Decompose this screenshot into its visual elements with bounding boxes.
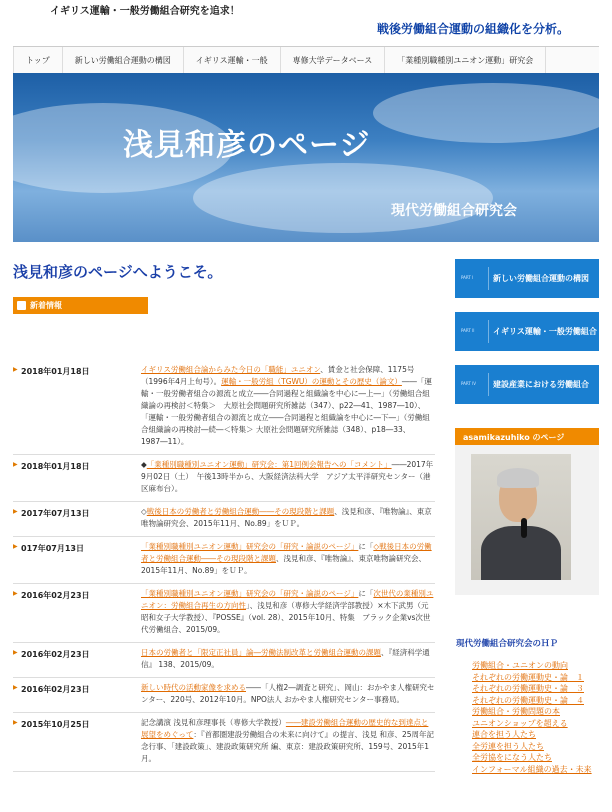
profile-box xyxy=(455,445,599,595)
news-date: ▶ 2016年02月23日 xyxy=(13,647,141,671)
banner-label: イギリス運輸・一般労働組合 xyxy=(493,327,597,336)
sidebar-banners xyxy=(455,259,599,418)
news-text-part: に「 xyxy=(358,542,374,551)
banner-label: 新しい労働組合運動の構図 xyxy=(493,274,589,283)
banner-divider xyxy=(488,320,489,343)
news-text-part: ――2017年9月02日（土） 午後13時半から、大阪経済法科大学 アジア太平洋研究センター（港区麻布台）。 xyxy=(141,460,434,493)
sidebar-link[interactable]: 労働組合・労働問題の本 xyxy=(472,707,560,716)
news-link[interactable]: 新しい時代の活動家像を求める xyxy=(141,683,246,692)
news-row xyxy=(13,360,435,455)
hero-banner xyxy=(13,73,599,242)
sidebar-link[interactable]: 全労連を担う人たち xyxy=(472,741,544,751)
hero-cloud xyxy=(193,163,493,233)
news-text-part: に「 xyxy=(358,589,374,598)
news-text-part: ◇ xyxy=(141,507,147,516)
news-row xyxy=(13,678,435,713)
news-section-header xyxy=(13,297,148,314)
news-text xyxy=(141,588,435,636)
news-link[interactable]: 「業種別職種別ユニオン運動」研究会の「研究・論説のページ」 xyxy=(141,542,359,551)
news-section-label: 新着情報 xyxy=(30,301,62,310)
news-row xyxy=(13,455,435,502)
profile-photo[interactable] xyxy=(471,454,571,580)
site-tagline: イギリス運輸・一般労働組合研究を追求！ xyxy=(50,6,240,17)
nav-item-union-study-group[interactable]: 「業種別職種別ユニオン運動」研究会 xyxy=(385,47,546,74)
news-text-part: ――「運輸・一般労働者組合の源流と成立――合同過程と組織論を中心に―上―」（労働組合組織論の再検討＜特集＞ 大原社会問題研究所雑誌（347）、p22―41、1987―10）、「運輸・一般労働者組合の源流と成立――合同過程と組織論を中心に―下―」（労働組合組織論の再検討―続―＜特集＞ 大原社会問題研究所雑誌（348）、p18―33、1987―11）。 xyxy=(141,377,432,446)
banner-part-label: PART IV xyxy=(461,381,477,386)
hero-title: 浅見和彦のページ xyxy=(123,128,371,163)
profile-header xyxy=(455,428,599,445)
news-text-part: ――「人権2―調査と研究」、岡山：おかやま人権研究センター、220号、2012年10月。NPO法人 おかやま人権研究センター事務局。 xyxy=(141,683,435,704)
news-text-part: 、『経済科学通信』 138、2015/09。 xyxy=(141,648,430,669)
sidebar-link[interactable]: インフォーマル組織の過去・未来 xyxy=(472,764,592,774)
banner-label: 建設産業における労働組合 xyxy=(493,380,589,389)
hero-cloud xyxy=(373,83,599,143)
news-row xyxy=(13,502,435,537)
news-text xyxy=(141,364,435,448)
sidebar-link[interactable]: 連合を担う人たち xyxy=(472,730,536,739)
news-link[interactable]: イギリス労働組合論からみた今日の「職能」ユニオン xyxy=(141,365,321,374)
sidebar-link[interactable]: 労働組合・ユニオンの動向 xyxy=(472,661,568,670)
page-title: 浅見和彦のページへようこそ。 xyxy=(13,263,223,281)
sidebar-banner[interactable] xyxy=(455,365,599,404)
news-list xyxy=(13,360,435,772)
news-date: ▶ 2017年07月13日 xyxy=(13,506,141,530)
sidebar-link[interactable]: それぞれの労働運動史・論 ３ xyxy=(472,684,584,693)
news-text xyxy=(141,459,435,495)
banner-part-label: PART I xyxy=(461,275,474,280)
news-text-part: 記念講演 浅見和彦理事長（専修大学教授） xyxy=(141,718,286,727)
microphone-icon xyxy=(521,518,527,538)
news-link[interactable]: ◇戦後日本の労働者と労働組合運動――その現段階と課題 xyxy=(141,542,432,563)
sidebar-link[interactable]: それぞれの労働運動史・論 ４ xyxy=(472,695,584,705)
news-text xyxy=(141,717,435,765)
nav-item-uk-transport[interactable]: イギリス運輸・一般 xyxy=(184,47,281,74)
news-link[interactable]: 「業種別職種別ユニオン運動」研究会の「研究・論説のページ」 xyxy=(141,589,359,598)
photo-hair xyxy=(497,468,539,488)
news-text-part: 」、浅見和彦（専修大学経済学部教授）×木下武男（元昭和女子大学教授）、『POSSE』（vol. 28）、2015年10月、特集 ブラック企業vs次世代労働組合、2015/09。 xyxy=(141,601,431,634)
global-nav xyxy=(13,46,599,75)
news-text-part: 、浅見和彦、『唯物論』、東京唯物論研究会、2015年11月、No.89」をＵＰ。 xyxy=(141,554,426,575)
news-text-part: 、浅見和彦、『唯物論』、東京唯物論研究会、2015年11月、No.89」をＵＰ。 xyxy=(141,507,432,528)
news-text xyxy=(141,506,435,530)
profile-title: asamikazuhiko のページ xyxy=(463,433,565,442)
news-text-part: ：『首都圏建設労働組合の未来に向けて』の提言、浅見 和彦、25周年記念行事、「建設政策」、建設政策研究所 編、東京：建設政策研究所、159号、2015年1月。 xyxy=(141,730,435,763)
nav-item-new-movement[interactable]: 新しい労働組合運動の構図 xyxy=(63,47,184,74)
news-link[interactable]: 運輸・一般労組（TGWU）の運動とその歴史（論文） xyxy=(221,377,402,386)
nav-item-top[interactable]: トップ xyxy=(13,47,63,74)
news-date: ▶ 2016年02月23日 xyxy=(13,682,141,706)
site-subtitle: 戦後労働組合運動の組織化を分析。 xyxy=(377,22,570,36)
banner-part-label: PART II xyxy=(461,328,475,333)
news-link[interactable]: 「業種別職種別ユニオン運動」研究会：第1回例会報告への「コメント」 xyxy=(146,460,392,469)
news-link[interactable]: 次世代の業種別ユニオン：労働組合再生の方向性 xyxy=(141,589,434,610)
banner-divider xyxy=(488,267,489,290)
news-link[interactable]: 戦後日本の労働者と労働組合運動――その現段階と課題 xyxy=(146,507,335,516)
news-row xyxy=(13,713,435,772)
document-icon xyxy=(17,301,26,310)
nav-item-senshu-database[interactable]: 専修大学データベース xyxy=(281,47,386,74)
hero-org-name: 現代労働組合研究会 xyxy=(391,203,517,219)
links-title: 現代労働組合研究会のＨＰ xyxy=(456,639,559,649)
news-text-part: ◆ xyxy=(141,460,147,469)
news-date: ▶ 017年07月13日 xyxy=(13,541,141,577)
news-link[interactable]: ――建設労働組合運動の歴史的な到達点と展望をめぐって xyxy=(141,718,429,739)
news-text xyxy=(141,647,435,671)
news-text xyxy=(141,682,435,706)
news-row xyxy=(13,643,435,678)
sidebar-banner[interactable] xyxy=(455,312,599,351)
sidebar-link[interactable]: それぞれの労働運動史・論 １ xyxy=(472,672,584,682)
sidebar-link[interactable]: 全労協をになう人たち xyxy=(472,753,552,762)
news-row xyxy=(13,584,435,643)
news-text-part: 、賃金と社会保障、1175号（1996年4月上旬号）。 xyxy=(141,365,415,386)
sidebar-links xyxy=(472,660,608,775)
sidebar-link[interactable]: ユニオンショップを超える xyxy=(472,718,568,728)
news-date: ▶ 2015年10月25日 xyxy=(13,717,141,765)
sidebar-banner[interactable] xyxy=(455,259,599,298)
news-text xyxy=(141,541,435,577)
news-link[interactable]: 日本の労働者と「限定正社員」論―労働法制改革と労働組合運動の課題 xyxy=(141,648,381,657)
news-row xyxy=(13,537,435,584)
banner-divider xyxy=(488,373,489,396)
news-date: ▶ 2016年02月23日 xyxy=(13,588,141,636)
news-date: ▶ 2018年01月18日 xyxy=(13,364,141,448)
news-date: ▶ 2018年01月18日 xyxy=(13,459,141,495)
